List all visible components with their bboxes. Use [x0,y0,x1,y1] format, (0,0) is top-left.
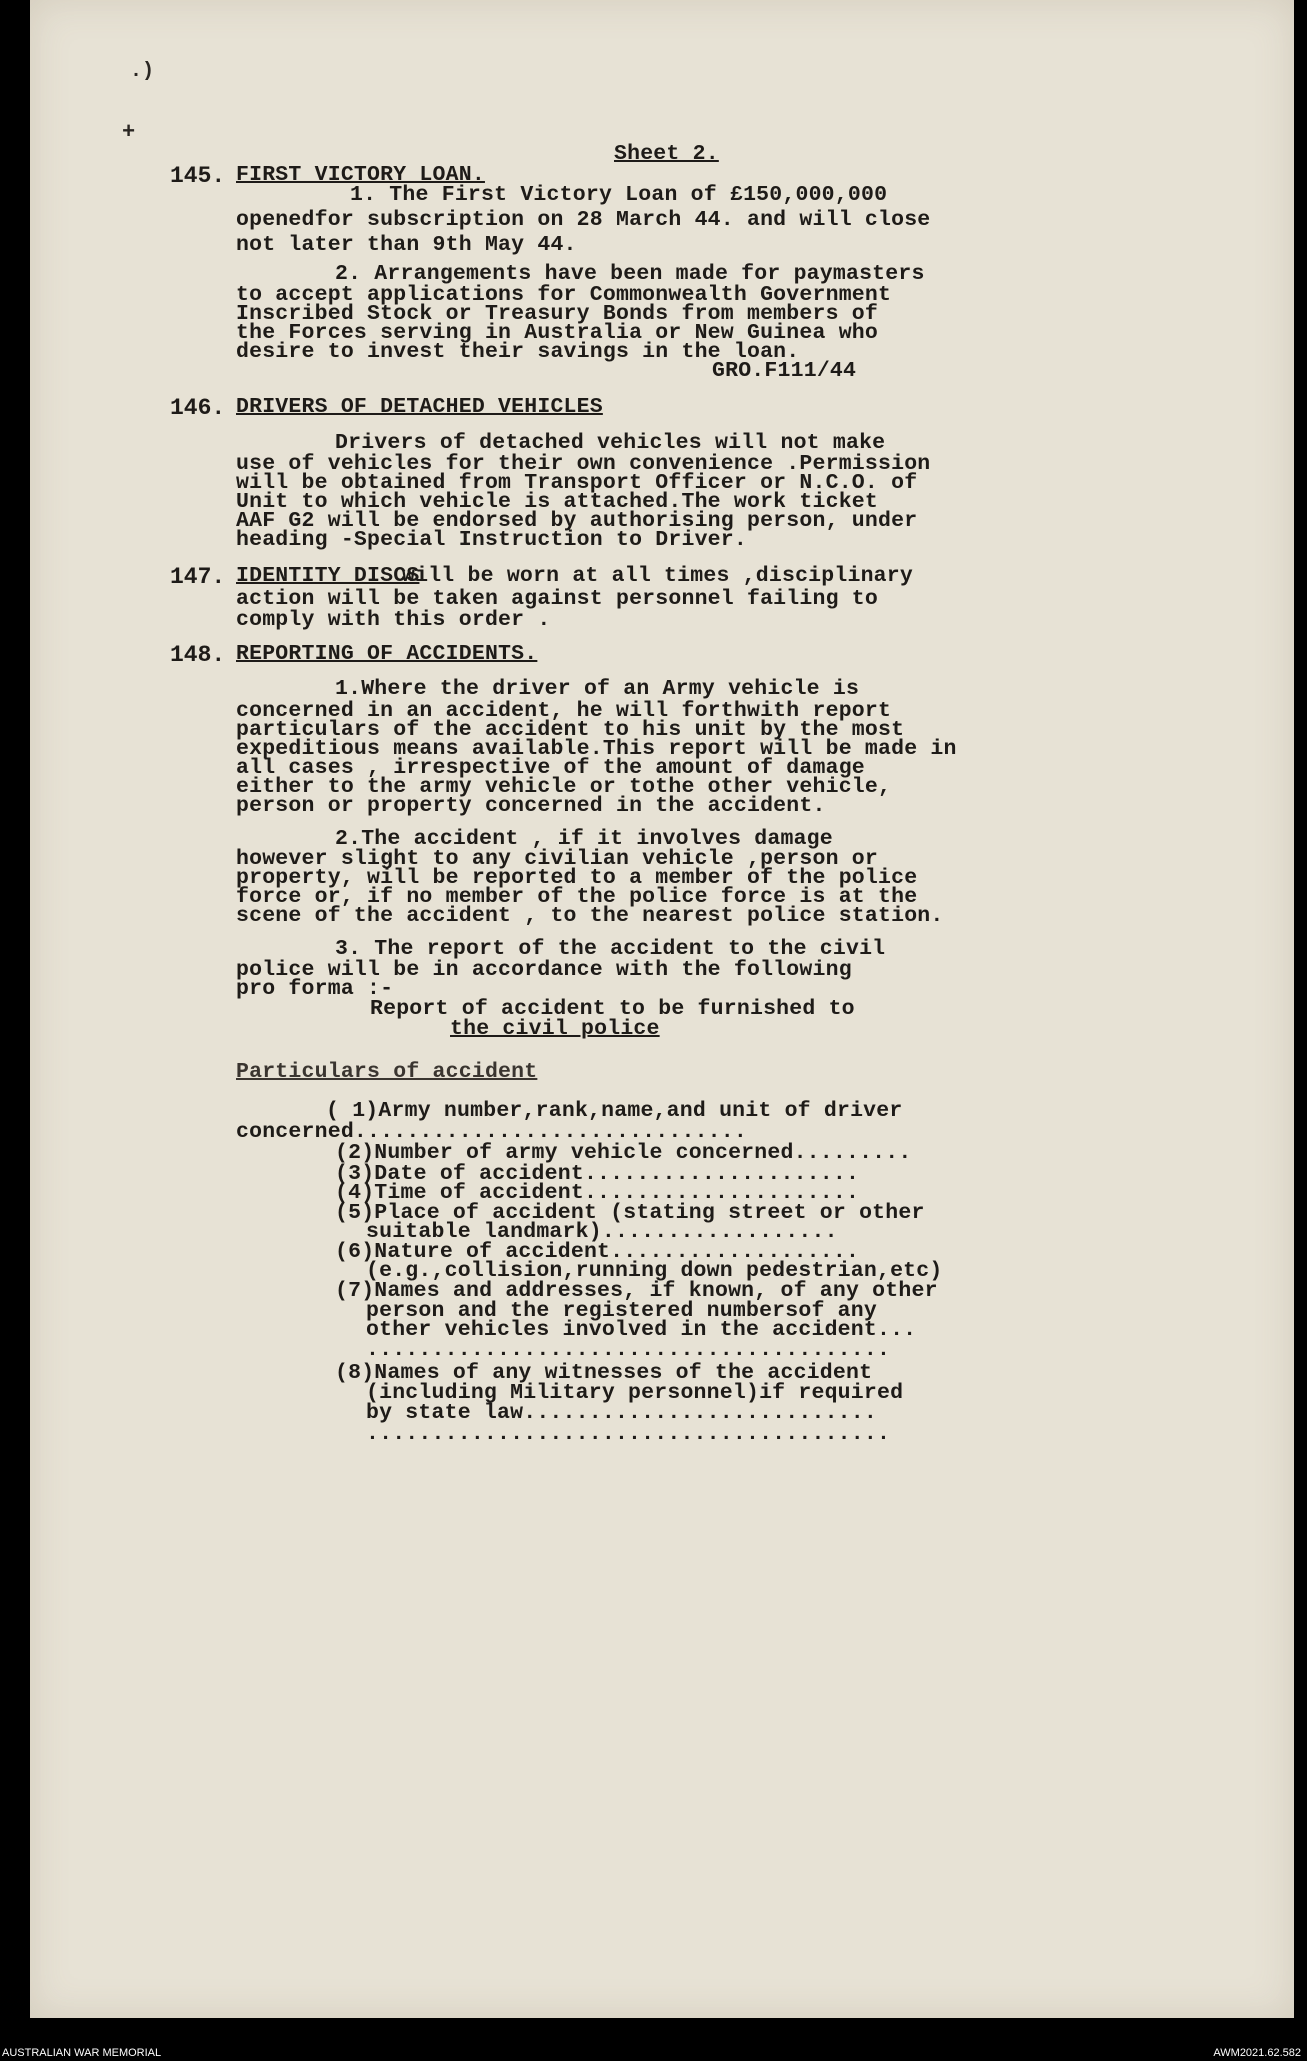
particulars-line: (including Military personnel)if required [366,1381,904,1405]
item-146-line: heading -Special Instruction to Driver. [236,528,747,552]
item-146-line: use of vehicles for their own convenience .Permission [236,452,931,476]
item-148-line: either to the army vehicle or tothe other vehicle, [236,775,892,799]
particulars-line: ( 1)Army number,rank,name,and unit of driver [326,1099,903,1123]
archive-footer [0,2045,1307,2061]
item-147-line: action will be taken against personnel failing to [236,587,879,611]
item-146-number: 146. [170,395,226,421]
item-146-line: AAF G2 will be endorsed by authorising person, under [236,509,918,533]
item-148-line: concerned in an accident, he will forthwith report [236,699,892,723]
footer-institution: AUSTRALIAN WAR MEMORIAL [2,2047,162,2059]
item-145-heading: FIRST VICTORY LOAN. [236,163,485,187]
item-146-line: Unit to which vehicle is attached.The work ticket [236,490,879,514]
item-148-line: all cases , irrespective of the amount of damage [236,756,865,780]
document-page [30,0,1294,2018]
item-145-line: not later than 9th May 44. [236,233,577,257]
item-148-line: person or property concerned in the accident. [236,794,826,818]
item-148-line: 3. The report of the accident to the civil [335,937,886,961]
item-145-line: to accept applications for Commonwealth Government [236,283,892,307]
item-148-number: 148. [170,642,226,668]
item-148-line: police will be in accordance with the following [236,958,852,982]
item-148-line: Report of accident to be furnished to [370,997,855,1021]
particulars-line: ........................................ [366,1338,891,1362]
item-148-line: however slight to any civilian vehicle ,person or [236,847,879,871]
item-148-line: the civil police [450,1017,660,1041]
particulars-line: (2)Number of army vehicle concerned......... [335,1141,912,1165]
item-148-line: pro forma :- [236,977,394,1001]
item-148-line: force or, if no member of the police force is at the [236,885,918,909]
particulars-line: person and the registered numbersof any [366,1299,877,1323]
particulars-line: (3)Date of accident..................... [335,1162,860,1186]
item-147-line: comply with this order . [236,608,551,632]
item-148-line: scene of the accident , to the nearest police station. [236,904,944,928]
particulars-line: (8)Names of any witnesses of the accident [335,1361,873,1385]
item-147-heading: IDENTITY DISCS [236,564,420,588]
item-148-line: property, will be reported to a member of the police [236,866,918,890]
particulars-line: (e.g.,collision,running down pedestrian,etc) [366,1259,943,1283]
particulars-line: concerned.............................. [236,1120,747,1144]
item-147-line: will be worn at all times ,disciplinary [402,564,913,588]
particulars-line: other vehicles involved in the accident... [366,1318,917,1342]
item-145-number: 145. [170,163,226,189]
item-148-line: expeditious means available.This report will be made in [236,737,957,761]
item-148-line: 1.Where the driver of an Army vehicle is [335,677,860,701]
particulars-line: (5)Place of accident (stating street or other [335,1201,925,1225]
footer-accession-number: AWM2021.62.582 [1213,2047,1301,2059]
item-148-line: 2.The accident , if it involves damage [335,827,833,851]
item-145-line: Inscribed Stock or Treasury Bonds from members of [236,302,879,326]
item-147-number: 147. [170,564,226,590]
item-145-line: openedfor subscription on 28 March 44. and will close [236,208,931,232]
item-148-line: particulars of the accident to his unit by the most [236,718,905,742]
punch-mark: + [122,120,136,145]
particulars-line: (4)Time of accident..................... [335,1181,860,1205]
item-146-heading: DRIVERS OF DETACHED VEHICLES [236,395,603,419]
handwritten-mark: .) [130,60,155,83]
item-146-line: Drivers of detached vehicles will not make [335,431,886,455]
item-145-line: 2. Arrangements have been made for paymasters [335,262,925,286]
item-146-line: will be obtained from Transport Officer or N.C.O. of [236,471,918,495]
item-145-reference: GRO.F111/44 [712,359,857,383]
item-145-line: the Forces serving in Australia or New Guinea who [236,321,879,345]
particulars-line: suitable landmark).................. [366,1220,838,1244]
particulars-line: (7)Names and addresses, if known, of any other [335,1279,938,1303]
particulars-line: ........................................ [366,1422,891,1446]
particulars-line: by state law........................... [366,1401,877,1425]
item-145-line: 1. The First Victory Loan of £150,000,000 [350,183,888,207]
particulars-line: (6)Nature of accident................... [335,1240,860,1264]
item-145-line: desire to invest their savings in the loan. [236,340,800,364]
particulars-heading: Particulars of accident [236,1060,538,1084]
sheet-number: Sheet 2. [614,142,719,166]
item-148-heading: REPORTING OF ACCIDENTS. [236,642,538,666]
